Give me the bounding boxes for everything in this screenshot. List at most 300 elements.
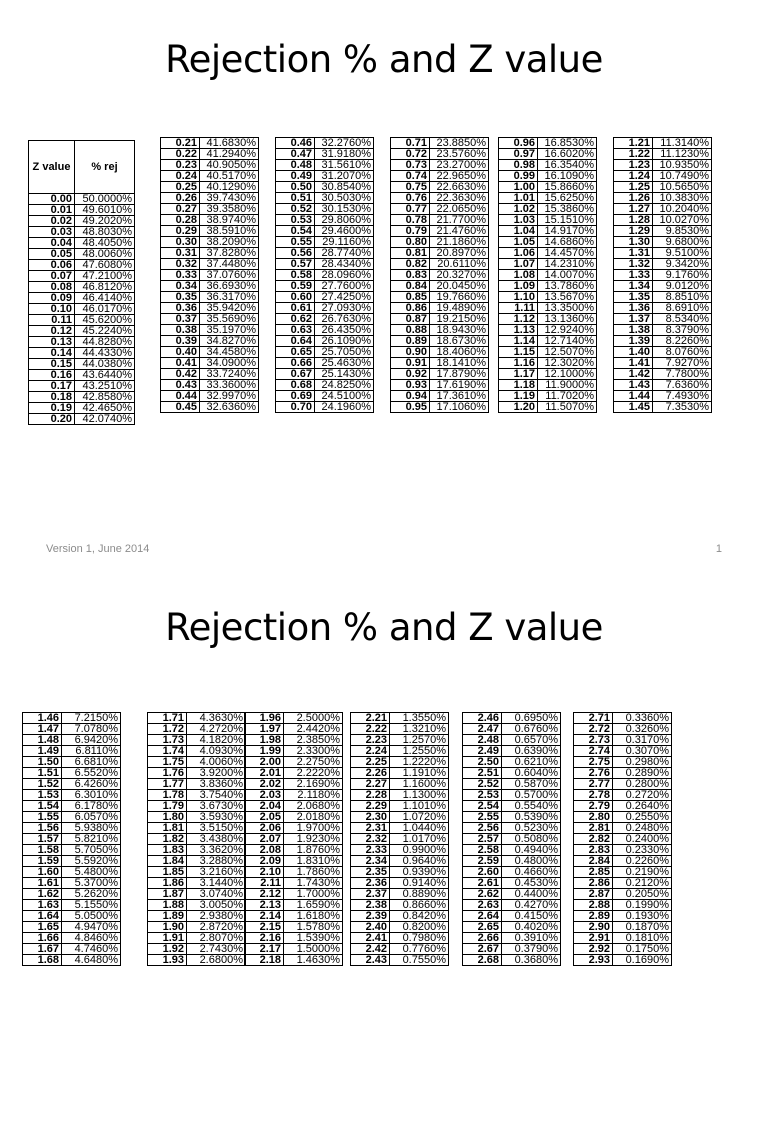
rejection-percent-cell: 0.9900% [390, 845, 449, 856]
table-row [351, 812, 449, 823]
rejection-percent-cell: 24.1960% [315, 402, 374, 413]
table-row [391, 204, 489, 215]
table-row [351, 834, 449, 845]
rejection-percent-cell: 5.9380% [62, 823, 121, 834]
z-value-cell: 1.33 [614, 270, 653, 281]
z-value-cell: 1.46 [23, 713, 62, 724]
rejection-percent-cell: 7.2150% [62, 713, 121, 724]
z-value-cell: 1.21 [614, 138, 653, 149]
table-row [245, 823, 343, 834]
table-row [499, 347, 597, 358]
rejection-percent-cell: 0.4270% [502, 900, 561, 911]
table-row [351, 757, 449, 768]
z-value-cell: 0.62 [276, 314, 315, 325]
table-row [245, 768, 343, 779]
rejection-percent-cell: 32.9970% [200, 391, 259, 402]
rejection-percent-cell: 0.1810% [613, 933, 672, 944]
rejection-percent-cell: 5.5920% [62, 856, 121, 867]
table-row [391, 336, 489, 347]
rejection-percent-cell: 45.6200% [75, 315, 135, 326]
z-value-cell: 0.96 [499, 138, 538, 149]
table-row [499, 226, 597, 237]
table-row [161, 149, 259, 160]
rejection-percent-cell: 0.8420% [390, 911, 449, 922]
table-row [391, 347, 489, 358]
table-row [276, 138, 374, 149]
z-value-cell: 0.99 [499, 171, 538, 182]
page-title: Rejection % and Z value [165, 38, 603, 81]
z-value-cell: 1.06 [499, 248, 538, 259]
rejection-percent-cell: 0.3360% [613, 713, 672, 724]
table-row [614, 160, 712, 171]
rejection-percent-cell: 1.3550% [390, 713, 449, 724]
z-value-cell: 0.71 [391, 138, 430, 149]
table-row [23, 955, 121, 966]
table-row [276, 325, 374, 336]
z-value-cell: 0.56 [276, 248, 315, 259]
z-value-cell: 1.19 [499, 391, 538, 402]
z-value-cell: 0.31 [161, 248, 200, 259]
table-row [148, 911, 246, 922]
table-row [161, 336, 259, 347]
table-row [499, 237, 597, 248]
table-row [463, 889, 561, 900]
rejection-percent-cell: 3.0740% [187, 889, 246, 900]
z-value-cell: 0.68 [276, 380, 315, 391]
table-row [463, 867, 561, 878]
z-value-cell: 1.54 [23, 801, 62, 812]
table-row [614, 182, 712, 193]
z-value-table [498, 137, 597, 413]
rejection-percent-cell: 42.4650% [75, 403, 135, 414]
rejection-percent-cell: 15.6250% [538, 193, 597, 204]
rejection-percent-cell: 44.8280% [75, 337, 135, 348]
table-row [276, 259, 374, 270]
table-row [148, 900, 246, 911]
table-row [161, 281, 259, 292]
table-row [499, 303, 597, 314]
z-value-cell: 0.30 [161, 237, 200, 248]
z-value-cell: 0.91 [391, 358, 430, 369]
table-row [463, 779, 561, 790]
table-row [29, 359, 135, 370]
table-row [614, 193, 712, 204]
table-row [351, 735, 449, 746]
table-row [23, 812, 121, 823]
z-value-cell: 2.01 [245, 768, 284, 779]
z-value-cell: 0.07 [29, 271, 75, 282]
rejection-percent-cell: 27.0930% [315, 303, 374, 314]
table-row [614, 215, 712, 226]
z-value-cell: 1.67 [23, 944, 62, 955]
table-row [614, 314, 712, 325]
rejection-percent-cell: 12.5070% [538, 347, 597, 358]
table-row [23, 724, 121, 735]
table-row [23, 790, 121, 801]
z-value-cell: 1.22 [614, 149, 653, 160]
z-value-cell: 2.36 [351, 878, 390, 889]
rejection-percent-cell: 13.3500% [538, 303, 597, 314]
z-value-cell: 0.83 [391, 270, 430, 281]
table-row [614, 248, 712, 259]
table-row [23, 889, 121, 900]
z-value-table [613, 137, 712, 413]
table-row [29, 326, 135, 337]
table-row [574, 757, 672, 768]
rejection-percent-cell: 1.1910% [390, 768, 449, 779]
rejection-percent-cell: 34.8270% [200, 336, 259, 347]
table-row [574, 955, 672, 966]
rejection-percent-cell: 7.0780% [62, 724, 121, 735]
rejection-percent-cell: 30.5030% [315, 193, 374, 204]
rejection-percent-cell: 2.2220% [284, 768, 343, 779]
z-value-cell: 1.10 [499, 292, 538, 303]
rejection-percent-cell: 15.1510% [538, 215, 597, 226]
table-row [23, 922, 121, 933]
z-value-cell: 1.83 [148, 845, 187, 856]
z-value-cell: 0.77 [391, 204, 430, 215]
table-row [276, 336, 374, 347]
z-value-cell: 2.73 [574, 735, 613, 746]
table-row [574, 801, 672, 812]
table-row [23, 746, 121, 757]
table-row [463, 812, 561, 823]
z-value-cell: 0.06 [29, 260, 75, 271]
rejection-percent-cell: 25.4630% [315, 358, 374, 369]
table-row [161, 171, 259, 182]
z-value-cell: 2.10 [245, 867, 284, 878]
rejection-percent-cell: 1.8760% [284, 845, 343, 856]
z-value-cell: 0.55 [276, 237, 315, 248]
rejection-percent-cell: 1.7000% [284, 889, 343, 900]
rejection-percent-cell: 38.5910% [200, 226, 259, 237]
table-row [574, 713, 672, 724]
rejection-percent-cell: 10.7490% [653, 171, 712, 182]
z-value-cell: 1.50 [23, 757, 62, 768]
table-row [614, 237, 712, 248]
z-value-cell: 2.55 [463, 812, 502, 823]
rejection-percent-cell: 0.4020% [502, 922, 561, 933]
z-value-cell: 2.90 [574, 922, 613, 933]
z-value-cell: 2.85 [574, 867, 613, 878]
table-row [614, 325, 712, 336]
table-row [391, 171, 489, 182]
table-row [463, 768, 561, 779]
version-footer: Version 1, June 2014 [46, 543, 150, 555]
rejection-percent-cell: 1.4630% [284, 955, 343, 966]
table-row [23, 911, 121, 922]
table-row [148, 768, 246, 779]
table-row [23, 933, 121, 944]
table-row [574, 856, 672, 867]
z-value-cell: 2.28 [351, 790, 390, 801]
z-value-cell: 0.16 [29, 370, 75, 381]
rejection-percent-cell: 0.4400% [502, 889, 561, 900]
rejection-percent-cell: 3.4380% [187, 834, 246, 845]
table-row [148, 944, 246, 955]
rejection-percent-cell: 0.9140% [390, 878, 449, 889]
rejection-percent-cell: 0.5540% [502, 801, 561, 812]
table-row [161, 325, 259, 336]
z-value-cell: 0.39 [161, 336, 200, 347]
table-row [351, 900, 449, 911]
table-row [276, 160, 374, 171]
rejection-percent-cell: 19.4890% [430, 303, 489, 314]
z-value-cell: 1.40 [614, 347, 653, 358]
z-value-cell: 0.03 [29, 227, 75, 238]
rejection-percent-cell: 11.3140% [653, 138, 712, 149]
rejection-percent-cell: 13.1360% [538, 314, 597, 325]
rejection-percent-cell: 45.2240% [75, 326, 135, 337]
z-value-cell: 0.01 [29, 205, 75, 216]
table-row [161, 358, 259, 369]
rejection-percent-cell: 1.9230% [284, 834, 343, 845]
table-row [574, 900, 672, 911]
z-value-cell: 0.14 [29, 348, 75, 359]
table-row [463, 911, 561, 922]
table-row [351, 823, 449, 834]
table-row [245, 944, 343, 955]
z-value-cell: 2.23 [351, 735, 390, 746]
table-row [148, 856, 246, 867]
table-row [276, 270, 374, 281]
z-value-cell: 0.78 [391, 215, 430, 226]
rejection-percent-cell: 22.0650% [430, 204, 489, 215]
z-value-cell: 2.16 [245, 933, 284, 944]
table-row [614, 149, 712, 160]
table-row [276, 248, 374, 259]
table-row [463, 746, 561, 757]
rejection-percent-cell: 40.5170% [200, 171, 259, 182]
z-value-cell: 0.80 [391, 237, 430, 248]
z-value-cell: 1.37 [614, 314, 653, 325]
rejection-percent-cell: 6.3010% [62, 790, 121, 801]
rejection-percent-cell: 43.6440% [75, 370, 135, 381]
rejection-percent-cell: 0.3260% [613, 724, 672, 735]
rejection-percent-cell: 0.6950% [502, 713, 561, 724]
z-value-cell: 1.91 [148, 933, 187, 944]
rejection-percent-cell: 1.8310% [284, 856, 343, 867]
z-value-cell: 2.27 [351, 779, 390, 790]
z-value-cell: 0.20 [29, 414, 75, 425]
rejection-percent-cell: 10.3830% [653, 193, 712, 204]
rejection-percent-cell: 2.0680% [284, 801, 343, 812]
z-value-cell: 2.62 [463, 889, 502, 900]
table-row [463, 757, 561, 768]
rejection-percent-cell: 0.2400% [613, 834, 672, 845]
rejection-percent-cell: 14.4570% [538, 248, 597, 259]
z-value-cell: 2.06 [245, 823, 284, 834]
rejection-percent-cell: 1.5780% [284, 922, 343, 933]
table-row [391, 248, 489, 259]
table-row [463, 845, 561, 856]
table-row [463, 944, 561, 955]
rejection-percent-cell: 16.8530% [538, 138, 597, 149]
rejection-percent-cell: 36.3170% [200, 292, 259, 303]
rejection-percent-cell: 28.4340% [315, 259, 374, 270]
rejection-percent-cell: 3.1440% [187, 878, 246, 889]
rejection-percent-cell: 30.8540% [315, 182, 374, 193]
rejection-percent-cell: 19.7660% [430, 292, 489, 303]
table-row [161, 193, 259, 204]
rejection-percent-cell: 35.9420% [200, 303, 259, 314]
z-value-cell: 0.49 [276, 171, 315, 182]
table-row [391, 391, 489, 402]
table-row [574, 889, 672, 900]
rejection-percent-cell: 0.2050% [613, 889, 672, 900]
rejection-percent-cell: 8.8510% [653, 292, 712, 303]
rejection-percent-cell: 6.1780% [62, 801, 121, 812]
rejection-percent-cell: 0.7550% [390, 955, 449, 966]
rejection-percent-cell: 7.6360% [653, 380, 712, 391]
rejection-percent-cell: 0.6570% [502, 735, 561, 746]
z-value-cell: 2.82 [574, 834, 613, 845]
table-row [245, 801, 343, 812]
table-row [391, 226, 489, 237]
z-value-cell: 0.23 [161, 160, 200, 171]
rejection-percent-cell: 5.1550% [62, 900, 121, 911]
rejection-percent-cell: 4.8460% [62, 933, 121, 944]
rejection-percent-cell: 1.0170% [390, 834, 449, 845]
rejection-percent-cell: 21.7700% [430, 215, 489, 226]
rejection-percent-cell: 1.5390% [284, 933, 343, 944]
z-value-cell: 2.75 [574, 757, 613, 768]
rejection-percent-cell: 10.0270% [653, 215, 712, 226]
table-row [391, 259, 489, 270]
z-value-cell: 0.52 [276, 204, 315, 215]
z-value-cell: 1.82 [148, 834, 187, 845]
table-row [499, 204, 597, 215]
rejection-percent-cell: 0.1690% [613, 955, 672, 966]
z-value-cell: 0.10 [29, 304, 75, 315]
rejection-percent-cell: 0.4150% [502, 911, 561, 922]
rejection-percent-cell: 3.2160% [187, 867, 246, 878]
rejection-percent-cell: 0.6040% [502, 768, 561, 779]
z-value-cell: 0.24 [161, 171, 200, 182]
table-row [29, 370, 135, 381]
z-value-cell: 2.43 [351, 955, 390, 966]
rejection-percent-cell: 2.2750% [284, 757, 343, 768]
table-row [351, 922, 449, 933]
z-value-cell: 1.60 [23, 867, 62, 878]
rejection-percent-cell: 0.1750% [613, 944, 672, 955]
rejection-percent-cell: 31.5610% [315, 160, 374, 171]
rejection-percent-cell: 0.5080% [502, 834, 561, 845]
z-value-cell: 1.81 [148, 823, 187, 834]
z-value-cell: 1.71 [148, 713, 187, 724]
rejection-percent-cell: 2.9380% [187, 911, 246, 922]
table-row [161, 248, 259, 259]
rejection-percent-cell: 1.6590% [284, 900, 343, 911]
table-row [463, 955, 561, 966]
rejection-percent-cell: 4.9470% [62, 922, 121, 933]
z-value-cell: 1.85 [148, 867, 187, 878]
rejection-percent-cell: 49.6010% [75, 205, 135, 216]
rejection-percent-cell: 20.6110% [430, 259, 489, 270]
z-value-cell: 1.56 [23, 823, 62, 834]
rejection-percent-cell: 20.8970% [430, 248, 489, 259]
table-row [391, 215, 489, 226]
table-row [614, 281, 712, 292]
rejection-percent-cell: 40.9050% [200, 160, 259, 171]
rejection-percent-cell: 26.7630% [315, 314, 374, 325]
table-row [276, 237, 374, 248]
z-value-cell: 1.25 [614, 182, 653, 193]
rejection-percent-cell: 38.9740% [200, 215, 259, 226]
rejection-percent-cell: 40.1290% [200, 182, 259, 193]
rejection-percent-cell: 29.8060% [315, 215, 374, 226]
rejection-percent-cell: 0.2980% [613, 757, 672, 768]
rejection-percent-cell: 0.2890% [613, 768, 672, 779]
table-row [245, 812, 343, 823]
table-row [29, 238, 135, 249]
rejection-percent-cell: 28.0960% [315, 270, 374, 281]
table-row [391, 369, 489, 380]
table-row [29, 348, 135, 359]
table-row [29, 282, 135, 293]
rejection-percent-cell: 36.6930% [200, 281, 259, 292]
z-value-cell: 1.62 [23, 889, 62, 900]
z-value-cell: 0.46 [276, 138, 315, 149]
table-row [148, 933, 246, 944]
table-row [148, 757, 246, 768]
table-row [148, 746, 246, 757]
z-value-cell: 0.74 [391, 171, 430, 182]
table-row [29, 304, 135, 315]
z-value-cell: 2.53 [463, 790, 502, 801]
rejection-percent-cell: 1.0440% [390, 823, 449, 834]
table-row [29, 403, 135, 414]
table-row [499, 380, 597, 391]
z-value-cell: 1.76 [148, 768, 187, 779]
table-row [574, 845, 672, 856]
rejection-percent-cell: 47.2100% [75, 271, 135, 282]
table-row [276, 347, 374, 358]
rejection-percent-cell: 0.9640% [390, 856, 449, 867]
rejection-percent-cell: 3.6730% [187, 801, 246, 812]
rejection-percent-cell: 44.0380% [75, 359, 135, 370]
table-row [245, 790, 343, 801]
table-row [499, 336, 597, 347]
table-row [614, 259, 712, 270]
z-value-cell: 2.41 [351, 933, 390, 944]
z-value-table [390, 137, 489, 413]
table-row [499, 160, 597, 171]
rejection-percent-cell: 9.8530% [653, 226, 712, 237]
z-value-cell: 2.11 [245, 878, 284, 889]
rejection-percent-cell: 11.9000% [538, 380, 597, 391]
table-row [161, 237, 259, 248]
table-row [351, 933, 449, 944]
z-value-cell: 0.08 [29, 282, 75, 293]
rejection-percent-cell: 18.6730% [430, 336, 489, 347]
table-row [23, 757, 121, 768]
z-value-cell: 2.38 [351, 900, 390, 911]
rejection-percent-cell: 1.2220% [390, 757, 449, 768]
z-value-cell: 0.05 [29, 249, 75, 260]
z-value-cell: 0.90 [391, 347, 430, 358]
table-row [499, 325, 597, 336]
z-value-cell: 2.52 [463, 779, 502, 790]
rejection-percent-cell: 9.0120% [653, 281, 712, 292]
rejection-percent-cell: 5.4800% [62, 867, 121, 878]
z-value-cell: 1.07 [499, 259, 538, 270]
z-value-cell: 1.35 [614, 292, 653, 303]
z-value-cell: 2.30 [351, 812, 390, 823]
rejection-percent-cell: 0.6390% [502, 746, 561, 757]
rejection-percent-cell: 3.0050% [187, 900, 246, 911]
table-row [276, 171, 374, 182]
